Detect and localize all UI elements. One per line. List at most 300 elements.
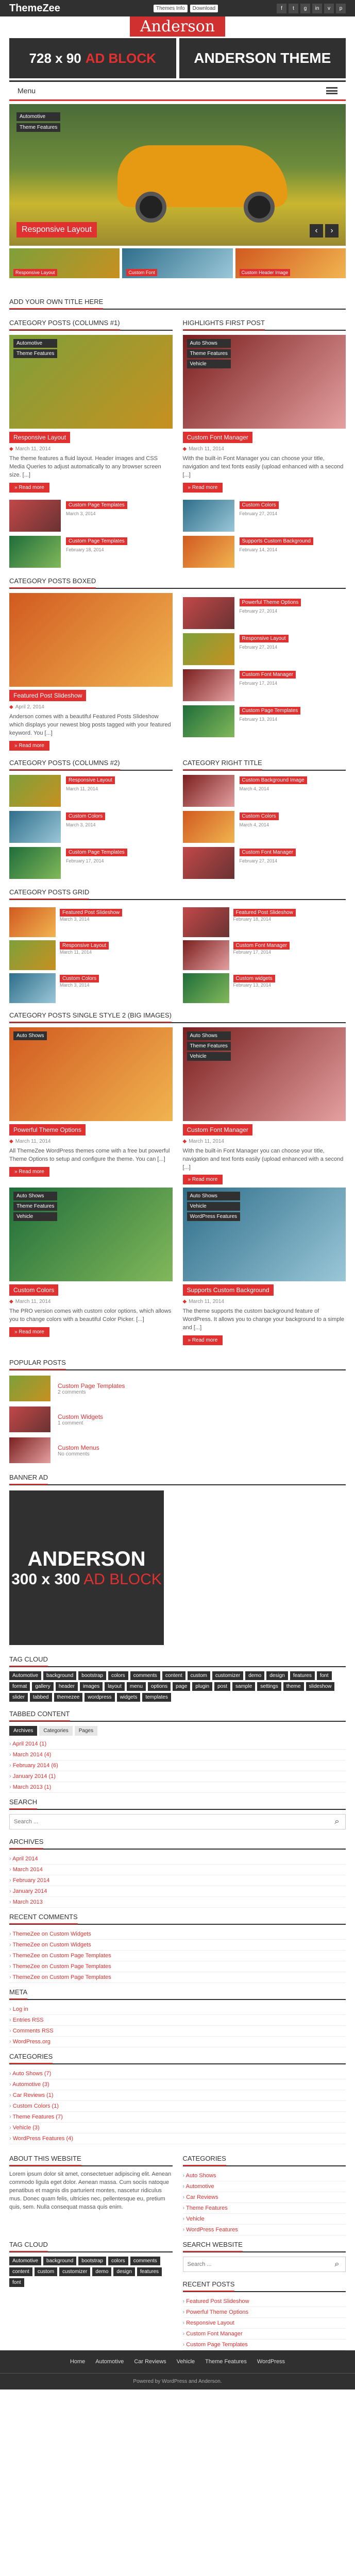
- post-thumb[interactable]: [9, 775, 61, 807]
- post-thumb[interactable]: [183, 500, 234, 532]
- post-tag[interactable]: Auto Shows: [187, 339, 231, 348]
- tag-item[interactable]: format: [9, 1682, 30, 1691]
- tag-item[interactable]: features: [137, 2267, 162, 2276]
- footer-tag-cloud: [9, 2257, 173, 2287]
- list-item[interactable]: › ThemeZee on Custom Page Templates: [9, 1951, 346, 1961]
- post-thumb[interactable]: [9, 500, 61, 532]
- post-thumb[interactable]: [183, 705, 234, 737]
- post-tag[interactable]: Automotive: [13, 339, 57, 348]
- post-thumb[interactable]: [183, 597, 234, 629]
- post-title[interactable]: Custom Font Manager: [240, 849, 296, 856]
- section-heading: [183, 2235, 346, 2252]
- post-date: March 11, 2014: [60, 949, 92, 955]
- tag-item[interactable]: demo: [92, 2267, 111, 2276]
- tag-item[interactable]: content: [162, 1671, 185, 1680]
- section-title: META: [9, 1988, 27, 1999]
- section-heading: [9, 1353, 346, 1370]
- post-image[interactable]: [183, 335, 346, 429]
- tag-item[interactable]: design: [266, 1671, 288, 1680]
- popular-thumb[interactable]: [9, 1437, 50, 1463]
- post-thumb[interactable]: [9, 907, 56, 937]
- post-title[interactable]: Featured Post Slideshow: [233, 909, 296, 917]
- post-image[interactable]: [9, 593, 173, 687]
- post-tag[interactable]: Theme Features: [13, 349, 57, 358]
- menu-label: Menu: [18, 87, 36, 95]
- post-tag[interactable]: Vehicle: [187, 1202, 241, 1211]
- post-tag[interactable]: Auto Shows: [187, 1192, 241, 1200]
- section-title: BANNER AD: [9, 1473, 48, 1485]
- post-date: March 11, 2014: [66, 786, 98, 791]
- post-title[interactable]: Supports Custom Background: [183, 1284, 274, 1296]
- tag-item[interactable]: widgets: [117, 1693, 141, 1702]
- section-heading: [9, 1983, 346, 2000]
- post-date: February 13, 2014: [233, 982, 272, 988]
- thumb-caption: Responsive Layout: [13, 269, 57, 276]
- section-heading: [9, 754, 173, 771]
- section-heading: [183, 754, 346, 771]
- read-more-button[interactable]: » Read more: [9, 483, 49, 493]
- section-heading: [9, 883, 346, 900]
- post-date: February 17, 2014: [233, 949, 272, 955]
- about-text: Lorem ipsum dolor sit amet, consectetuer adipiscing elit. Aenean commodo ligula eget dolor. Aenean massa. Cum sociis natoque penatibus et magnis dis parturient montes, nascetur ridiculus mus. Donec quam felis, ultricies nec, pellentesque eu, pretium quis, sem. Nulla consequat massa quis enim.: [9, 2171, 172, 2210]
- post-excerpt: Anderson comes with a beautiful Featured Posts Slideshow which displays your newest blog posts tagged with your featured keyword. You [...]: [9, 713, 171, 736]
- post-date-text: March 11, 2014: [15, 1299, 51, 1305]
- tag-item[interactable]: Automotive: [9, 1671, 41, 1680]
- calendar-icon: ◆: [9, 1138, 13, 1144]
- list-item[interactable]: › Car Reviews: [183, 2192, 346, 2203]
- tag-item[interactable]: custom: [35, 2267, 57, 2276]
- list-item[interactable]: › ThemeZee on Custom Page Templates: [9, 1961, 346, 1972]
- popular-title[interactable]: Custom Widgets: [58, 1413, 104, 1420]
- section-heading: [183, 314, 346, 331]
- section-heading: [9, 1833, 346, 1850]
- post-date: March 3, 2014: [60, 982, 90, 988]
- tag-item[interactable]: bootstrap: [78, 1671, 106, 1680]
- section-heading: [9, 293, 346, 310]
- post-tag[interactable]: Theme Features: [187, 1042, 231, 1050]
- post-title[interactable]: Custom Colors: [60, 975, 99, 982]
- section-title: CATEGORY RIGHT TITLE: [183, 759, 262, 770]
- hamburger-icon[interactable]: [326, 87, 337, 94]
- calendar-icon: ◆: [182, 1299, 187, 1305]
- slider-tag[interactable]: Theme Features: [16, 123, 60, 132]
- categories-list: [9, 2069, 346, 2144]
- tag-item[interactable]: theme: [283, 1682, 304, 1691]
- post-title[interactable]: Custom Font Manager: [240, 671, 296, 679]
- header-ad-anderson[interactable]: ANDERSON THEME: [179, 38, 346, 78]
- post-tag[interactable]: Vehicle: [187, 1052, 231, 1061]
- post-thumb[interactable]: [183, 775, 234, 807]
- tag-item[interactable]: wordpress: [84, 1693, 114, 1702]
- read-more-button[interactable]: » Read more: [9, 741, 49, 751]
- post-tag[interactable]: Vehicle: [13, 1212, 57, 1221]
- calendar-icon: ◆: [9, 446, 13, 452]
- tag-item[interactable]: sample: [232, 1682, 255, 1691]
- post-date: February 17, 2014: [66, 858, 104, 863]
- post-title[interactable]: Custom Page Templates: [66, 501, 127, 509]
- list-item[interactable]: › January 2014: [9, 1886, 346, 1897]
- section-heading: [183, 2275, 346, 2292]
- read-more-button[interactable]: » Read more: [9, 1327, 49, 1337]
- top-bar: [0, 0, 355, 16]
- calendar-icon: ◆: [9, 1299, 13, 1305]
- post-date: March 4, 2014: [239, 786, 269, 791]
- search-icon[interactable]: ⌕: [334, 1817, 340, 1826]
- read-more-button[interactable]: » Read more: [183, 1175, 223, 1184]
- list-item[interactable]: › WordPress Features (4): [9, 2133, 346, 2144]
- list-item[interactable]: › Log in: [9, 2004, 346, 2015]
- sidebar-ad-300[interactable]: [9, 1490, 164, 1645]
- calendar-icon: ◆: [9, 704, 13, 710]
- list-item[interactable]: › WordPress Features: [183, 2225, 346, 2235]
- section-title: HIGHLIGHTS FIRST POST: [183, 319, 265, 330]
- post-title[interactable]: Responsive Layout: [9, 432, 70, 443]
- tag-item[interactable]: gallery: [32, 1682, 53, 1691]
- list-item[interactable]: › Car Reviews (1): [9, 2090, 346, 2101]
- post-thumb[interactable]: [183, 633, 234, 665]
- section-title: POPULAR POSTS: [9, 1359, 66, 1370]
- tag-cloud: [9, 1671, 346, 1702]
- tabbed-widget-tabs: [9, 1726, 346, 1736]
- section-heading: [9, 1006, 346, 1023]
- footer-recent-posts: [183, 2296, 346, 2350]
- tag-item[interactable]: custom: [188, 1671, 210, 1680]
- post-date-text: March 11, 2014: [15, 446, 51, 452]
- list-item[interactable]: › Automotive: [183, 2181, 346, 2192]
- tag-item[interactable]: colors: [108, 1671, 128, 1680]
- tag-item[interactable]: design: [113, 2267, 134, 2276]
- post-date: [9, 1299, 173, 1304]
- slider-thumb[interactable]: [235, 248, 346, 278]
- popular-title[interactable]: Custom Page Templates: [58, 1382, 125, 1389]
- list-item[interactable]: › ThemeZee on Custom Widgets: [9, 1940, 346, 1951]
- post-date: [9, 1139, 173, 1144]
- list-item[interactable]: › Comments RSS: [9, 2026, 346, 2037]
- section-heading: [9, 1793, 346, 1810]
- post-title[interactable]: Custom Page Templates: [66, 537, 127, 545]
- section-title: CATEGORY POSTS (COLUMNS #2): [9, 759, 120, 770]
- list-item[interactable]: › Automotive (3): [9, 2079, 346, 2090]
- list-item[interactable]: › Auto Shows: [183, 2171, 346, 2181]
- post-excerpt: The theme supports the custom background feature of WordPress. It allows you to change your background to a simple and [...]: [182, 1308, 344, 1331]
- list-item[interactable]: › Auto Shows (7): [9, 2069, 346, 2079]
- tag-item[interactable]: comments: [130, 2257, 160, 2265]
- thumb-caption: Custom Header Image: [240, 269, 291, 276]
- search-input[interactable]: [183, 2257, 329, 2272]
- post-date: February 18, 2014: [233, 916, 272, 922]
- tag-item[interactable]: bootstrap: [78, 2257, 106, 2265]
- post-tag[interactable]: Vehicle: [187, 360, 231, 368]
- post-image[interactable]: [183, 1188, 346, 1281]
- slider-tag[interactable]: Automotive: [16, 112, 60, 121]
- tag-item[interactable]: features: [290, 1671, 315, 1680]
- linkedin-icon[interactable]: in: [312, 4, 322, 13]
- section-heading: [9, 2047, 346, 2064]
- twitter-icon[interactable]: t: [289, 4, 298, 13]
- site-footer: [0, 2350, 355, 2389]
- list-item[interactable]: › ThemeZee on Custom Page Templates: [9, 1972, 346, 1983]
- post-date: March 4, 2014: [239, 822, 269, 827]
- post-title[interactable]: Featured Post Slideshow: [9, 690, 86, 701]
- popular-title[interactable]: Custom Menus: [58, 1444, 99, 1451]
- recent-comments-list: [9, 1929, 346, 1983]
- top-links: [154, 5, 277, 12]
- popular-comments: 2 comments: [58, 1389, 86, 1395]
- post-title[interactable]: Responsive Layout: [66, 776, 115, 784]
- post-title[interactable]: Custom Colors: [240, 812, 279, 820]
- section-heading: [9, 2149, 173, 2166]
- list-item[interactable]: › ThemeZee on Custom Widgets: [9, 1929, 346, 1940]
- post-title[interactable]: Responsive Layout: [60, 942, 109, 950]
- post-title[interactable]: Powerful Theme Options: [240, 599, 301, 606]
- pinterest-icon[interactable]: p: [336, 4, 346, 13]
- tab-categories[interactable]: Categories: [39, 1726, 72, 1736]
- list-item[interactable]: › Responsive Layout: [183, 2318, 346, 2329]
- social-icons: [277, 4, 346, 13]
- section-heading: [9, 572, 346, 589]
- post-title[interactable]: Custom widgets: [233, 975, 275, 982]
- prev-arrow-icon[interactable]: ‹: [310, 224, 323, 238]
- post-date: February 17, 2014: [239, 680, 278, 686]
- site-title[interactable]: Anderson: [130, 16, 225, 37]
- list-item[interactable]: › Custom Colors (1): [9, 2101, 346, 2112]
- post-title[interactable]: Custom Page Templates: [240, 707, 301, 715]
- list-item[interactable]: › February 2014: [9, 1875, 346, 1886]
- featured-slider[interactable]: [9, 104, 346, 246]
- footer-nav-item[interactable]: Car Reviews: [134, 2359, 166, 2365]
- tag-item[interactable]: images: [80, 1682, 103, 1691]
- section-title: ADD YOUR OWN TITLE HERE: [9, 298, 103, 309]
- list-item[interactable]: › Entries RSS: [9, 2015, 346, 2026]
- list-item[interactable]: › Vehicle (3): [9, 2123, 346, 2133]
- ad-size-label: 300 x 300: [11, 1570, 80, 1588]
- post-image[interactable]: [183, 1027, 346, 1121]
- tag-item[interactable]: customizer: [212, 1671, 243, 1680]
- list-item[interactable]: › March 2014 (4): [9, 1750, 346, 1760]
- ad-size-label: 728 x 90: [29, 50, 81, 66]
- list-item[interactable]: › Featured Post Slideshow: [183, 2296, 346, 2307]
- popular-thumb[interactable]: [9, 1376, 50, 1401]
- tag-item[interactable]: font: [317, 1671, 332, 1680]
- post-thumb[interactable]: [183, 536, 234, 568]
- post-thumb[interactable]: [183, 847, 234, 879]
- ad-block-label: AD BLOCK: [83, 1570, 162, 1588]
- tag-item[interactable]: background: [43, 2257, 76, 2265]
- post-thumb[interactable]: [183, 940, 229, 970]
- post-date: February 13, 2014: [239, 716, 278, 722]
- search-icon[interactable]: ⌕: [334, 2260, 340, 2269]
- tab-pages[interactable]: Pages: [75, 1726, 97, 1736]
- footer-credits: Powered by WordPress and Anderson.: [0, 2373, 355, 2389]
- tag-item[interactable]: comments: [130, 1671, 160, 1680]
- section-heading: [9, 2235, 173, 2252]
- post-date: February 14, 2014: [239, 547, 278, 552]
- post-title[interactable]: Featured Post Slideshow: [60, 909, 122, 917]
- post-title[interactable]: Custom Colors: [9, 1284, 58, 1296]
- ad-size: [11, 1571, 162, 1588]
- section-title: CATEGORY POSTS SINGLE STYLE 2 (BIG IMAGES): [9, 1011, 172, 1023]
- slider-thumb[interactable]: [9, 248, 120, 278]
- section-title: CATEGORY POSTS (COLUMNS #1): [9, 319, 120, 330]
- facebook-icon[interactable]: f: [277, 4, 286, 13]
- post-tag[interactable]: Theme Features: [13, 1202, 57, 1211]
- post-date: February 18, 2014: [66, 547, 104, 552]
- post-image[interactable]: [9, 335, 173, 429]
- post-thumb[interactable]: [9, 940, 56, 970]
- tag-item[interactable]: options: [148, 1682, 171, 1691]
- post-title[interactable]: Responsive Layout: [240, 635, 289, 642]
- post-title[interactable]: Custom Colors: [240, 501, 279, 509]
- section-heading: [9, 314, 173, 331]
- footer-nav-item[interactable]: Automotive: [95, 2359, 124, 2365]
- site-logo[interactable]: ThemeZee: [9, 2, 60, 14]
- tag-item[interactable]: post: [214, 1682, 230, 1691]
- top-link-themes-info[interactable]: Themes Info: [154, 5, 188, 12]
- list-item[interactable]: › March 2014: [9, 1865, 346, 1875]
- popular-thumb[interactable]: [9, 1406, 50, 1432]
- post-excerpt: The PRO version comes with custom color options, which allows you to change colors with a beautiful Color Picker. [...]: [9, 1308, 172, 1323]
- google-plus-icon[interactable]: g: [300, 4, 310, 13]
- post-thumb[interactable]: [183, 907, 229, 937]
- list-item[interactable]: › March 2013 (1): [9, 1782, 346, 1793]
- footer-nav-item[interactable]: Theme Features: [205, 2359, 247, 2365]
- list-item[interactable]: › March 2013: [9, 1897, 346, 1908]
- section-heading: [9, 1705, 346, 1722]
- post-tag[interactable]: Auto Shows: [13, 1031, 47, 1040]
- list-item[interactable]: › Custom Font Manager: [183, 2329, 346, 2340]
- post-title[interactable]: Powerful Theme Options: [9, 1124, 86, 1136]
- post-title[interactable]: Custom Font Manager: [183, 432, 252, 443]
- post-date: [183, 1139, 346, 1144]
- list-item[interactable]: › April 2014 (1): [9, 1739, 346, 1750]
- post-date: [183, 446, 346, 452]
- post-image[interactable]: [9, 1027, 173, 1121]
- tag-item[interactable]: templates: [142, 1693, 171, 1702]
- tag-item[interactable]: themezee: [54, 1693, 83, 1702]
- section-title: CATEGORIES: [183, 2155, 226, 2166]
- tag-item[interactable]: layout: [105, 1682, 125, 1691]
- calendar-icon: ◆: [182, 446, 187, 452]
- post-date-text: March 11, 2014: [15, 1138, 51, 1144]
- vimeo-icon[interactable]: v: [324, 4, 334, 13]
- footer-categories: [183, 2171, 346, 2235]
- read-more-button[interactable]: » Read more: [183, 483, 223, 493]
- footer-nav-item[interactable]: WordPress: [257, 2359, 285, 2365]
- tag-item[interactable]: slideshow: [306, 1682, 335, 1691]
- post-title[interactable]: Custom Colors: [66, 812, 105, 820]
- list-item[interactable]: › January 2014 (1): [9, 1771, 346, 1782]
- post-excerpt: With the built-in Font Manager you can choose your title, navigation and text fonts easily (upload enhanced with a second [...]: [182, 1147, 344, 1171]
- tag-item[interactable]: customizer: [59, 2267, 90, 2276]
- footer-nav: [0, 2350, 355, 2373]
- tag-item[interactable]: font: [9, 2278, 24, 2287]
- tab-archives[interactable]: Archives: [9, 1726, 37, 1736]
- slider-thumb[interactable]: [122, 248, 232, 278]
- post-thumb[interactable]: [183, 973, 229, 1003]
- tag-item[interactable]: Automotive: [9, 2257, 41, 2265]
- search-input[interactable]: [10, 1815, 329, 1829]
- tag-item[interactable]: colors: [108, 2257, 128, 2265]
- tag-item[interactable]: page: [173, 1682, 190, 1691]
- tag-item[interactable]: settings: [257, 1682, 281, 1691]
- slider-title[interactable]: Responsive Layout: [16, 222, 97, 238]
- popular-comments: 1 comment: [58, 1420, 83, 1426]
- post-title[interactable]: Custom Background Image: [240, 776, 307, 784]
- tag-item[interactable]: slider: [9, 1693, 28, 1702]
- section-title: RECENT COMMENTS: [9, 1913, 78, 1924]
- header-ad-728[interactable]: [9, 38, 176, 78]
- post-image[interactable]: [9, 1188, 173, 1281]
- tag-item[interactable]: header: [56, 1682, 78, 1691]
- section-title: TAG CLOUD: [9, 1655, 48, 1667]
- tag-item[interactable]: demo: [245, 1671, 264, 1680]
- post-title[interactable]: Supports Custom Background: [240, 537, 313, 545]
- read-more-button[interactable]: » Read more: [9, 1167, 49, 1177]
- list-item[interactable]: › Theme Features (7): [9, 2112, 346, 2123]
- tag-item[interactable]: background: [43, 1671, 76, 1680]
- post-tag[interactable]: Auto Shows: [187, 1031, 231, 1040]
- read-more-button[interactable]: » Read more: [183, 1335, 223, 1345]
- post-excerpt: The theme features a fluid layout. Header images and CSS Media Queries to adjust automatically to any browser screen size. [...]: [9, 455, 161, 478]
- calendar-icon: ◆: [182, 1138, 187, 1144]
- list-item[interactable]: › WordPress.org: [9, 2037, 346, 2047]
- list-item[interactable]: › Theme Features: [183, 2203, 346, 2214]
- archives-list: [9, 1854, 346, 1908]
- post-title[interactable]: Custom Font Manager: [233, 942, 290, 950]
- list-item[interactable]: › February 2014 (6): [9, 1760, 346, 1771]
- section-title: SEARCH: [9, 1798, 37, 1809]
- section-title: TAG CLOUD: [9, 2241, 48, 2252]
- post-thumb[interactable]: [9, 973, 56, 1003]
- post-date-text: March 11, 2014: [189, 1299, 224, 1305]
- footer-nav-item[interactable]: Home: [70, 2359, 86, 2365]
- post-thumb[interactable]: [9, 847, 61, 879]
- section-title: SEARCH WEBSITE: [183, 2241, 243, 2252]
- post-tag[interactable]: Auto Shows: [13, 1192, 57, 1200]
- thumb-caption: Custom Font: [126, 269, 157, 276]
- next-arrow-icon[interactable]: ›: [325, 224, 339, 238]
- post-date: February 27, 2014: [239, 608, 278, 614]
- post-thumb[interactable]: [183, 811, 234, 843]
- post-excerpt: With the built-in Font Manager you can choose your title, navigation and text fonts easily (upload enhanced with a second [...]: [182, 455, 344, 478]
- post-thumb[interactable]: [9, 536, 61, 568]
- list-item[interactable]: › Powerful Theme Options: [183, 2307, 346, 2318]
- post-date: [9, 446, 173, 452]
- section-title: ABOUT THIS WEBSITE: [9, 2155, 81, 2166]
- tag-item[interactable]: menu: [127, 1682, 146, 1691]
- list-item[interactable]: › Vehicle: [183, 2214, 346, 2225]
- tag-item[interactable]: plugin: [192, 1682, 212, 1691]
- post-title[interactable]: Custom Page Templates: [66, 849, 127, 856]
- post-thumb[interactable]: [9, 811, 61, 843]
- tag-item[interactable]: tabbed: [30, 1693, 52, 1702]
- tag-item[interactable]: content: [9, 2267, 32, 2276]
- list-item[interactable]: › Custom Page Templates: [183, 2340, 346, 2350]
- post-date: [9, 704, 173, 710]
- section-heading: [9, 1650, 346, 1667]
- footer-nav-item[interactable]: Vehicle: [176, 2359, 195, 2365]
- list-item[interactable]: › April 2014: [9, 1854, 346, 1865]
- tabbed-list: [9, 1739, 346, 1793]
- post-thumb[interactable]: [183, 669, 234, 701]
- top-link-download[interactable]: Download: [190, 5, 218, 12]
- section-heading: [9, 1908, 346, 1925]
- footer-search-form: [183, 2257, 346, 2272]
- post-title[interactable]: Custom Font Manager: [183, 1124, 252, 1136]
- post-tag[interactable]: WordPress Features: [187, 1212, 241, 1221]
- post-tag[interactable]: Theme Features: [187, 349, 231, 358]
- main-menu[interactable]: [9, 80, 346, 101]
